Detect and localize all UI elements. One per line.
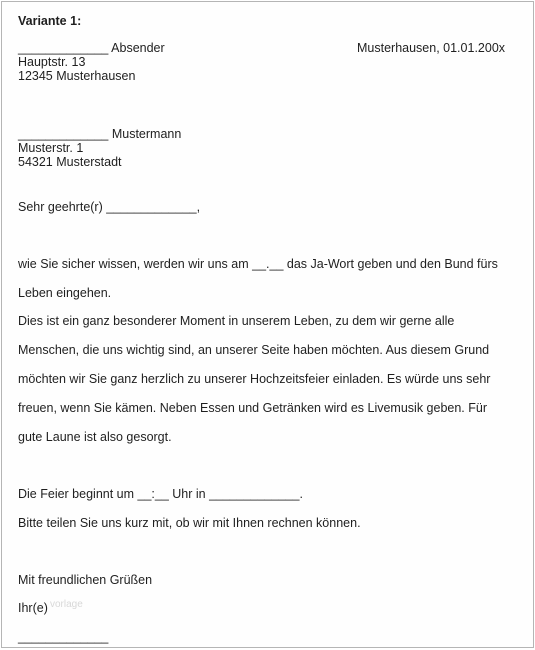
recipient-city: 54321 Musterstadt (18, 155, 122, 169)
party-time-line: Die Feier beginnt um __:__ Uhr in _____________. (18, 487, 303, 501)
sender-city: 12345 Musterhausen (18, 69, 136, 83)
recipient-street: Musterstr. 1 (18, 141, 84, 155)
body-line: Leben eingehen. (18, 286, 112, 300)
sender-street: Hauptstr. 13 (18, 55, 86, 69)
body-line: Menschen, die uns wichtig sind, an unserer Seite haben möchten. Aus diesem Grund (18, 343, 490, 357)
closing-signoff: Ihr(e) (18, 601, 48, 615)
salutation: Sehr geehrte(r) _____________, (18, 200, 201, 214)
body-line: freuen, wenn Sie kämen. Neben Essen und Getränken wird es Livemusik geben. Für (18, 401, 488, 415)
letter-page (1, 1, 534, 648)
variant-heading: Variante 1: (18, 14, 82, 28)
reply-request-line: Bitte teilen Sie uns kurz mit, ob wir mit Ihnen rechnen können. (18, 516, 361, 530)
closing-greeting: Mit freundlichen Grüßen (18, 573, 153, 587)
watermark: vorlage (50, 599, 83, 610)
recipient-name-line: _____________ Mustermann (18, 127, 182, 141)
body-line: wie Sie sicher wissen, werden wir uns am __.__ das Ja-Wort geben und den Bund fürs (18, 257, 498, 271)
body-line: gute Laune ist also gesorgt. (18, 430, 172, 444)
body-line: möchten wir Sie ganz herzlich zu unserer Hochzeitsfeier einladen. Es würde uns sehr (18, 372, 491, 386)
signature-line: _____________ (18, 630, 109, 644)
sender-name-line: _____________ Absender (18, 41, 165, 55)
place-date: Musterhausen, 01.01.200x (357, 41, 506, 55)
body-line: Dies ist ein ganz besonderer Moment in unserem Leben, zu dem wir gerne alle (18, 314, 455, 328)
